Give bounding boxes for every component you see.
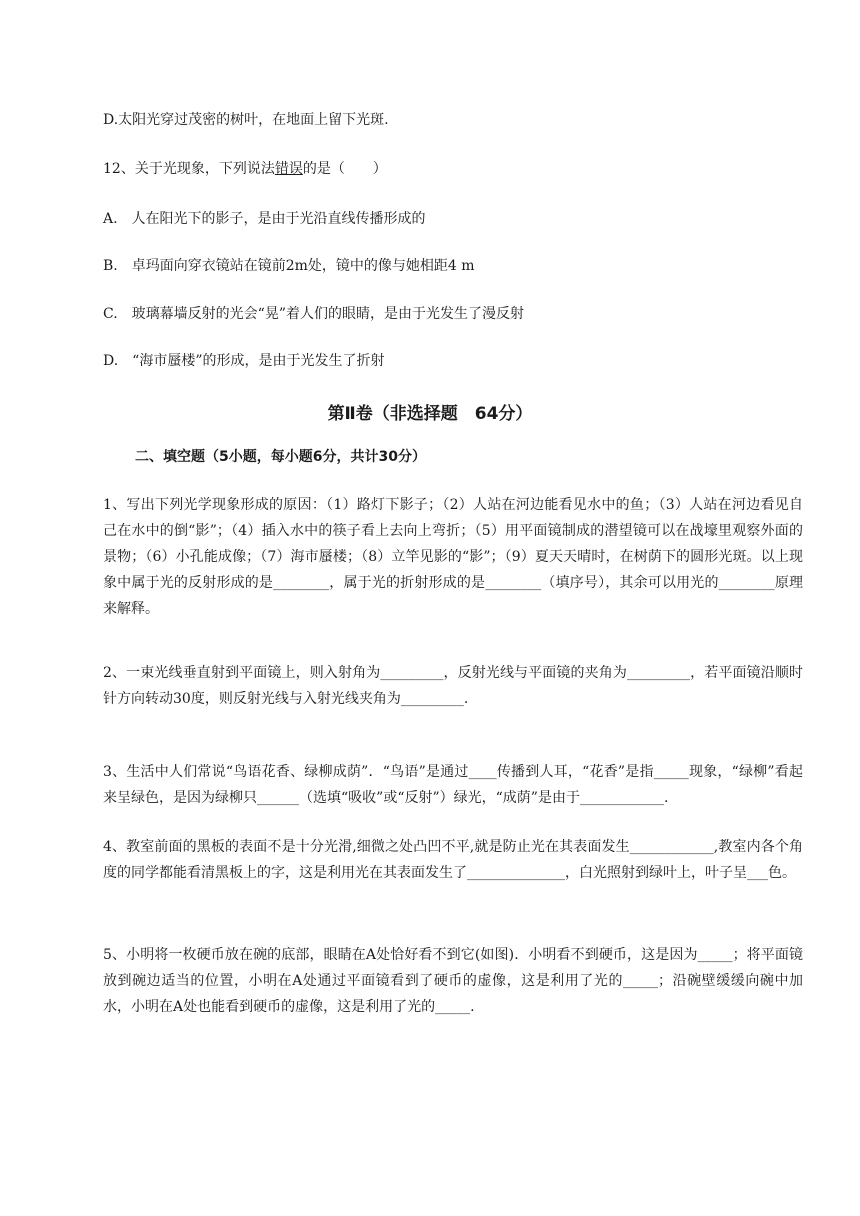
q11-option-d: D.太阳光穿过茂密的树叶，在地面上留下光斑. xyxy=(103,112,389,128)
part2-title: 二、填空题（5小题，每小题6分，共计30分） xyxy=(135,449,426,465)
question-2: 2、一束光线垂直射到平面镜上，则入射角为_________，反射光线与平面镜的夹角为_________，若平面镜沿顺时针方向转动30度，则反射光线与入射光线夹角为_________. xyxy=(103,665,803,707)
q12-option-c: C. 玻璃幕墙反射的光会“晃”着人们的眼睛，是由于光发生了漫反射 xyxy=(103,306,524,322)
q12-stem-before: 12、关于光现象，下列说法 xyxy=(103,161,275,177)
q12-stem-emphasis: 错误 xyxy=(274,161,303,177)
question-3: 3、生活中人们常说“鸟语花香、绿柳成荫”．“鸟语”是通过____传播到人耳，“花香”是指_____现象，“绿柳”看起来呈绿色，是因为绿柳只______（选填“吸收”或“反射”）绿光，“成荫”是由于____________. xyxy=(103,764,803,806)
question-4: 4、教室前面的黑板的表面不是十分光滑,细微之处凸凹不平,就是防止光在其表面发生____________,教室内各个角度的同学都能看清黑板上的字，这是利用光在其表面发生了______________，白光照射到绿叶上，叶子呈___色。 xyxy=(103,839,803,881)
q12-option-b: B. 卓玛面向穿衣镜站在镜前2m处，镜中的像与她相距4 m xyxy=(103,258,475,274)
q12-option-d: D. “海市蜃楼”的形成，是由于光发生了折射 xyxy=(103,353,385,369)
section-title: 第Ⅱ卷（非选择题 64分） xyxy=(327,404,533,424)
q12-stem xyxy=(103,159,387,179)
question-1: 1、写出下列光学现象形成的原因：（1）路灯下影子；（2）人站在河边能看见水中的鱼；（3）人站在河边看见自己在水中的倒“影”；（4）插入水中的筷子看上去向上弯折；（5）用平面镜制成的潜望镜可以在战壕里观察外面的景物；（6）小孔能成像；（7）海市蜃楼；（8）立竿见影的“影”；（9）夏天天晴时，在树荫下的圆形光斑。以上现象中属于光的反射形成的是________，属于光的折射形成的是________（填序号），其余可以用光的________原理来解释。 xyxy=(103,497,803,617)
q12-stem-after: 的是（ ） xyxy=(302,161,387,177)
question-5: 5、小明将一枚硬币放在碗的底部，眼睛在A处恰好看不到它(如图)．小明看不到硬币，这是因为_____；将平面镜放到碗边适当的位置，小明在A处通过平面镜看到了硬币的虚像，这是利用了光的_____；沿碗壁缓缓向碗中加水，小明在A处也能看到硬币的虚像，这是利用了光的_____. xyxy=(103,947,803,1015)
q12-option-a: A. 人在阳光下的影子，是由于光沿直线传播形成的 xyxy=(103,211,426,227)
